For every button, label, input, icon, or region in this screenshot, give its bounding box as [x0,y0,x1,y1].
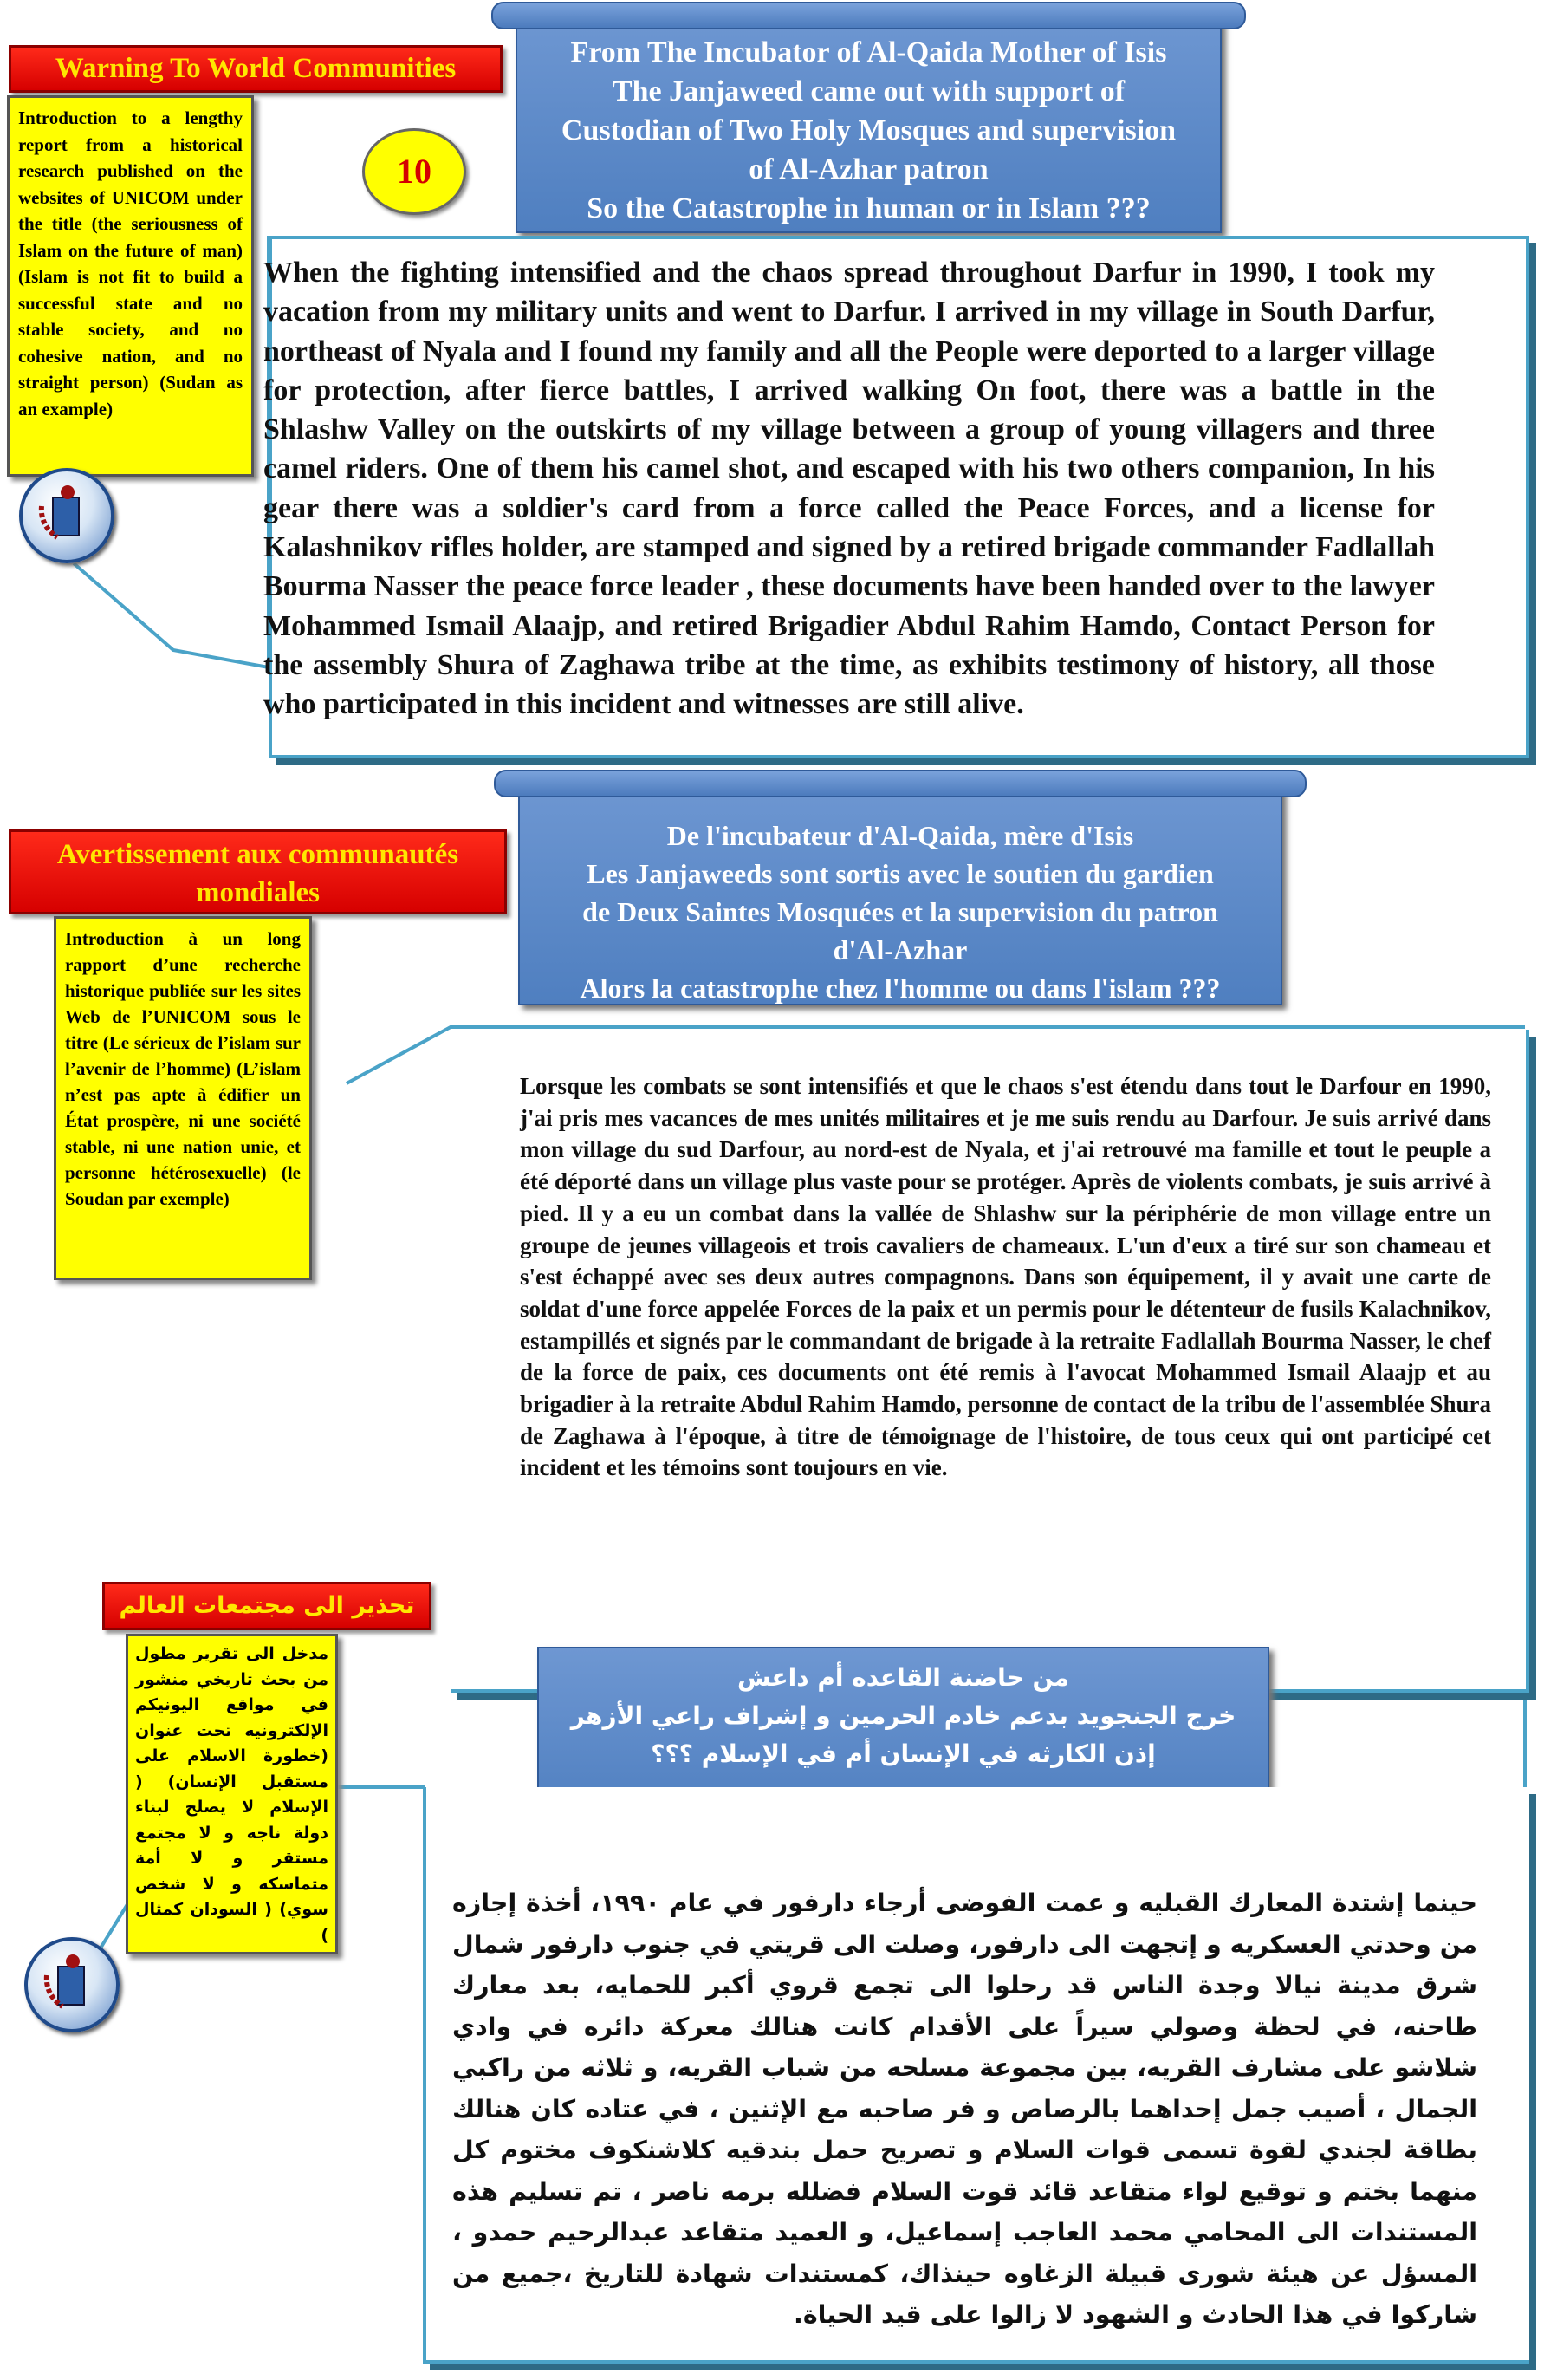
arabic-intro-box: مدخل الى تقرير مطول من بحث تاريخي منشور في مواقع اليونيكم الإلكترونيه تحت عنوان (خطورة الاسلام على مستقبل الإنسان) ( الإسلام لا يصلح لبناء دولة ناجه و لا مجتمع مستقر و لا أمة متماسكه و لا شخص سوي) ( السودان كمثال ) [126,1634,338,1954]
french-headline-line-5: Alors la catastrophe chez l'homme ou dans l'islam ??? [580,972,1221,1004]
french-warning-banner: Avertissement aux communautés mondiales [9,829,507,914]
french-body-panel [451,1030,1529,1693]
english-headline-line-5: So the Catastrophe in human or in Islam ??? [587,192,1151,224]
french-headline-line-4: d'Al-Azhar [833,934,968,966]
arabic-warning-banner: تحذير الى مجتمعات العالم [102,1582,431,1630]
english-headline-line-2: The Janjaweed came out with support of [612,75,1126,107]
arabic-body-text: حينما إشتدة المعارك القبليه و عمت الفوضى أرجاء دارفور في عام ١٩٩٠، أخذة إجازه من وحدتي العسكريه و إتجهت الى دارفور، وصلت الى قريتي في جنوب دارفور شمال شرق مدينة نيالا وجدة الناس قد رحلوا الى تجمع قروي أكبر للحمايه، بعد معارك طاحنه، في لحظة وصولي سيراً على الأقدام كانت هنالك معركة دائره في وادي شلاشو على مشارف القريه، بين مجموعة مسلحه من شباب القريه، و ثلاثه من راكبي الجمال ، أصيب جمل إحداهما بالرصاص و فر صاحبه مع الإثنين ، في عتاده كان هنالك بطاقة لجندي لقوة تسمى قوات السلام و تصريح حمل بندقيه كلاشنكوف مختوم كل منهما بختم و توقيع لواء متقاعد قائد قوت السلام فضلله برمه ناصر ، تم تسليم هذه المستندات الى المحامي محمد العاجب إسماعيل، و العميد متقاعد عبدالرحيم حمدو ، المسؤل عن هيئة شورى قبيلة الزغاوه حينذاك، كمستندات شهادة للتاريخ ،جميع من شاركوا في هذا الحادث و الشهود لا زالوا على قيد الحياة. [452,1889,1477,2329]
french-headline-scroll [518,780,1282,1005]
french-headline-line-1: De l'incubateur d'Al-Qaida, mère d'Isis [666,820,1134,851]
english-warning-banner: Warning To World Communities [9,45,503,93]
french-body-text: Lorsque les combats se sont intensifiés et que le chaos s'est étendu dans tout le Darfour en 1990, j'ai pris mes vacances de mes unités militaires et je me suis rendu au Darfour. Je suis arrivé dans mon village du sud Darfour, au nord-est de Nyala, et j'ai retrouvé ma famille et tout le peuple a été déporté dans un village plus vaste pour se protéger. Après de violents combats, je suis arrivé à pied. Il y a eu un combat dans la vallée de Shlashw sur la périphérie de mon village entre un groupe de jeunes villageois et trois cavaliers de chameaux. L'un d'eux a tiré sur son chameau et s'est échappé avec ses deux autres compagnons. Dans son équipement, il y avait une carte de soldat d'une force appelée Forces de la paix et un permis pour le détenteur de fusils Kalachnikov, estampillés et signés par le commandant de brigade à la retraite Fadlallah Bourma Nasser, le chef de la force de paix, ces documents ont été remis à l'avocat Mohammed Ismail Alaajp et au brigadier à la retraite Abdul Rahim Hamdo, personne de contact de la tribu de l'assemblée Shura de Zaghawa à l'époque, à titre de témoignage de l'histoire, de tous ceux qui ont participé cet incident et les témoins sont toujours en vie. [520,1073,1492,1481]
arabic-body-panel [423,1787,1529,2364]
arabic-headline-line-3: إذن الكارثه في الإنسان أم في الإسلام ؟؟؟ [651,1739,1156,1768]
french-headline-line-3: de Deux Saintes Mosquées et la supervision du patron [582,896,1218,927]
english-body-panel [263,236,1529,758]
logo-emblem-1 [19,468,114,563]
english-intro-box: Introduction to a lengthy report from a historical research published on the websites of UNICOM under the title (the seriousness of Islam on the future of man) (Islam is not fit to build a successful state and no stable society, and no cohesive nation, and no straight person) (Sudan as an example) [7,95,254,477]
english-headline-line-1: From The Incubator of Al-Qaida Mother of Isis [570,36,1167,68]
emblem-icon [28,1941,116,2029]
english-headline-line-4: of Al-Azhar patron [749,153,989,185]
english-body-text: When the fighting intensified and the chaos spread throughout Darfur in 1990, I took my vacation from my military units and went to Darfur. I arrived in my village in South Darfur, northeast of Nyala and I found my family and all the People were deported to a larger village for protection, after fierce battles, I arrived walking On foot, there was a battle in the Shlashw Valley on the outskirts of my village between a group of young villagers and three camel riders. One of them his camel shot, and escaped with his two others companion, In his gear there was a soldier's card from a force called the Peace Forces, and a license for Kalashnikov rifles holder, are stamped and signed by a retired brigade commander Fadlallah Bourma Nasser the peace force leader , these documents have been handed over to the lawyer Mohammed Ismail Alaajp, and retired Brigadier Abdul Rahim Hamdo, Contact Person for the assembly Shura of Zaghawa tribe at the time, as exhibits testimony of history, all those who participated in this incident and witnesses are still alive. [263,257,1435,721]
emblem-icon [23,471,111,560]
logo-emblem-2 [24,1937,120,2032]
english-headline-line-3: Custodian of Two Holy Mosques and supervision [561,114,1177,146]
french-intro-box: Introduction à un long rapport d’une recherche historique publiée sur les sites Web de l’UNICOM sous le titre (Le sérieux de l’islam sur l’avenir de l’homme) (L’islam n’est pas apte à édifier un État prospère, ni une société stable, ni une nation unie, et personne hétérosexuelle) (le Soudan par exemple) [54,916,312,1280]
page-number-badge: 10 [362,128,466,215]
french-headline-line-2: Les Janjaweeds sont sortis avec le soutien du gardien [587,858,1214,889]
arabic-headline-line-1: من حاضنة القاعده أم داعش [736,1663,1070,1692]
english-headline-scroll [516,12,1222,233]
arabic-headline-line-2: خرج الجنجويد بدعم خادم الحرمين و إشراف راعي الأزهر [570,1701,1236,1730]
